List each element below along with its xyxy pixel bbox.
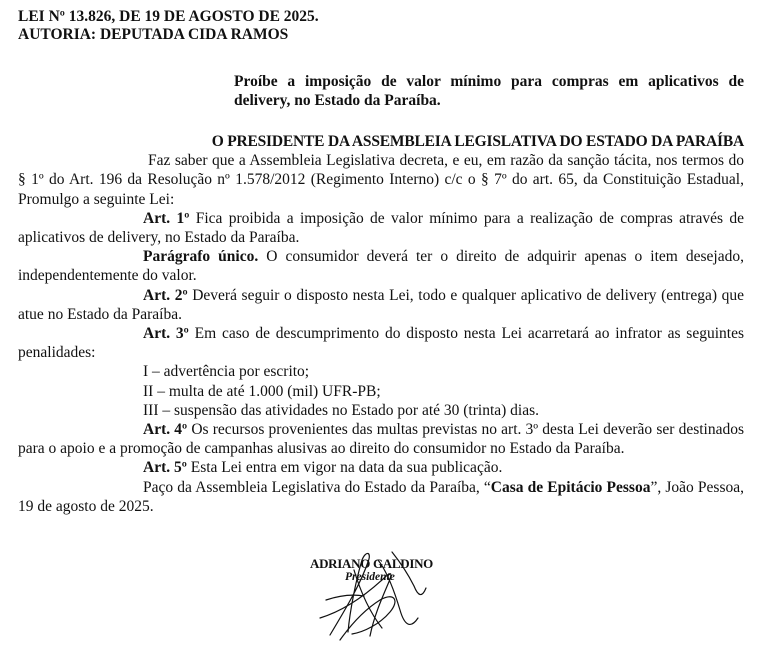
- ementa: Proíbe a imposição de valor mínimo para compras em aplicativos de delivery, no Estado da Paraíba.: [234, 73, 744, 109]
- article-2: [18, 286, 744, 324]
- signatory-title: Presidente: [345, 571, 395, 583]
- article-1: [18, 209, 744, 247]
- article-5: [18, 458, 744, 477]
- law-body: [18, 132, 744, 516]
- article-1-text: Fica proibida a imposição de valor mínimo para a realização de compras através de aplicativos de delivery, no Estado da Paraíba.: [18, 209, 744, 247]
- closing-prefix: Paço da Assembleia Legislativa do Estado da Paraíba, “: [143, 478, 491, 496]
- article-3-text: Em caso de descumprimento do disposto nesta Lei acarretará ao infrator as seguintes penalidades:: [18, 325, 744, 362]
- document-page: [18, 8, 744, 516]
- preamble: Faz saber que a Assembleia Legislativa decreta, e eu, em razão da sanção tácita, nos termos do § 1º do Art. 196 da Resolução nº 1.578/2012 (Regimento Interno) c/c o § 7º do art. 65, da Constituição Estadual, Promulgo a seguinte Lei:: [18, 152, 744, 208]
- president-heading: O PRESIDENTE DA ASSEMBLEIA LEGISLATIVA DO ESTADO DA PARAÍBA: [211, 133, 744, 150]
- paragrafo-unico-text: O consumidor deverá ter o direito de adquirir apenas o item desejado, independentemente do valor.: [18, 248, 744, 285]
- article-4: [18, 420, 744, 458]
- inciso-3: III – suspensão das atividades no Estado por até 30 (trinta) dias.: [143, 401, 540, 419]
- signature-block: [290, 540, 480, 645]
- authorship: AUTORIA: DEPUTADA CIDA RAMOS: [18, 26, 289, 43]
- closing-suffix: ”, João Pessoa, 19 de agosto de 2025.: [18, 478, 744, 515]
- article-5-text: Esta Lei entra em vigor na data da sua publicação.: [186, 459, 503, 477]
- paragrafo-unico: [18, 247, 744, 285]
- paragrafo-unico-label: Parágrafo único.: [143, 248, 259, 266]
- article-4-label: Art. 4º: [143, 421, 188, 439]
- article-3: [18, 324, 744, 362]
- article-2-label: Art. 2º: [143, 286, 188, 304]
- article-1-label: Art. 1º: [143, 209, 190, 227]
- closing: [18, 478, 744, 516]
- closing-place: Casa de Epitácio Pessoa: [490, 478, 651, 496]
- article-4-text: Os recursos provenientes das multas previstas no art. 3º desta Lei deverão ser destinados para o apoio e a promoção de campanhas alusivas ao direito do consumidor no Estado da Paraíba.: [18, 421, 745, 458]
- law-title: LEI Nº 13.826, DE 19 DE AGOSTO DE 2025.: [18, 8, 319, 25]
- article-5-label: Art. 5º: [143, 459, 187, 477]
- inciso-1: I – advertência por escrito;: [143, 363, 310, 381]
- article-3-label: Art. 3º: [143, 325, 189, 343]
- signatory-name: ADRIANO GALDINO: [310, 556, 433, 571]
- inciso-2: II – multa de até 1.000 (mil) UFR-PB;: [143, 382, 381, 400]
- article-2-text: Deverá seguir o disposto nesta Lei, todo e qualquer aplicativo de delivery (entrega) que atue no Estado da Paraíba.: [18, 286, 744, 323]
